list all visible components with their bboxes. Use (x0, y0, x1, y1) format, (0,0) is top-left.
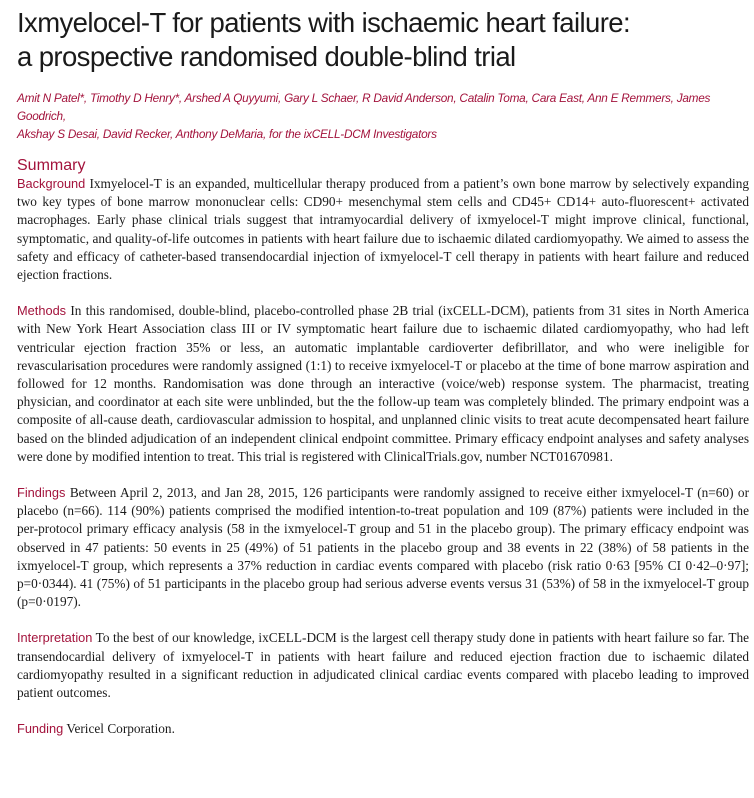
methods-section (17, 302, 749, 466)
article (17, 6, 749, 738)
background-section (17, 175, 749, 284)
article-title (17, 6, 749, 74)
interpretation-label: Interpretation (17, 630, 93, 646)
authors-line-1: Amit N Patel*, Timothy D Henry*, Arshed A Quyyumi, Gary L Schaer, R David Anderson, Catalin Toma, Cara East, Ann E Remmers, James Goodrich, (17, 91, 711, 123)
title-line-2: a prospective randomised double-blind trial (17, 41, 516, 72)
interpretation-section (17, 629, 749, 702)
findings-section (17, 484, 749, 611)
findings-text: Between April 2, 2013, and Jan 28, 2015, 126 participants were randomly assigned to receive either ixmyelocel-T (n=60) or placebo (n=66). 114 (90%) patients comprised the modified intention-to-treat population and 109 (87%) patients were included in the per-protocol primary efficacy analysis (58 in the ixmyelocel-T group and 51 in the placebo group). The primary efficacy endpoint was observed in 47 patients: 50 events in 25 (49%) of 51 patients in the placebo group and 38 events in 22 (38%) of 58 patients in the ixmyelocel-T group, which represents a 37% reduction in cardiac events compared with placebo (risk ratio 0·63 [95% CI 0·42–0·97]; p=0·0344). 41 (75%) of 51 participants in the placebo group had serious adverse events versus 31 (53%) of 58 in the ixmyelocel-T group (p=0·0197). (17, 485, 750, 610)
funding-text: Vericel Corporation. (66, 721, 175, 737)
findings-label: Findings (17, 485, 66, 501)
background-label: Background (17, 176, 86, 191)
funding-label: Funding (17, 721, 64, 737)
background-text: Ixmyelocel-T is an expanded, multicellular therapy produced from a patient’s own bone marrow by selectively expanding two key types of bone marrow mononuclear cells: CD90+ mesenchymal stem cells and CD45+ CD14+ auto-fluorescent+ activated macrophages. Early phase clinical trials suggest that intramyocardial delivery of ixmyelocel-T might improve clinical, functional, symptomatic, and quality-of-life outcomes in patients with heart failure due to ischaemic dilated cardiomyopathy. We aimed to assess the safety and efficacy of catheter-based transendocardial injection of ixmyelocel-T cell therapy in patients with heart failure and reduced ejection fractions. (17, 176, 749, 283)
methods-label: Methods (17, 303, 67, 319)
methods-text: In this randomised, double-blind, placebo-controlled phase 2B trial (ixCELL-DCM), patients from 31 sites in North America with New York Heart Association class III or IV symptomatic heart failure due to ischaemic dilated cardiomyopathy, who had left ventricular ejection fraction 35% or less, an automatic implantable cardioverter defibrillator, and who were ineligible for revascularisation procedures were randomly assigned (1:1) to receive ixmyelocel-T or placebo at the time of bone marrow aspiration and followed for 12 months. Randomisation was done through an interactive (voice/web) response system. The pharmacist, treating physician, and coordinator at each site were unblinded, but the the follow-up team was completely blinded. The primary endpoint was a composite of all-cause death, cardiovascular admission to hospital, and unplanned clinic visits to treat acute decompensated heart failure based on the blinded adjudication of an independent clinical endpoint committee. Primary efficacy endpoint analyses and safety analyses were done by modified intention to treat. This trial is registered with ClinicalTrials.gov, number NCT01670981. (17, 303, 750, 464)
author-list (17, 89, 749, 143)
title-line-1: Ixmyelocel-T for patients with ischaemic heart failure: (17, 7, 630, 38)
interpretation-text: To the best of our knowledge, ixCELL-DCM is the largest cell therapy study done in patients with heart failure so far. The transendocardial delivery of ixmyelocel-T in patients with heart failure and reduced ejection fraction due to ischaemic dilated cardiomyopathy resulted in a significant reduction in adjudicated clinical cardiac events compared with placebo leading to improved patient outcomes. (17, 630, 749, 701)
summary-heading: Summary (17, 157, 86, 174)
authors-line-2: Akshay S Desai, David Recker, Anthony DeMaria, for the ixCELL-DCM Investigators (17, 127, 437, 141)
funding-section (17, 720, 749, 738)
